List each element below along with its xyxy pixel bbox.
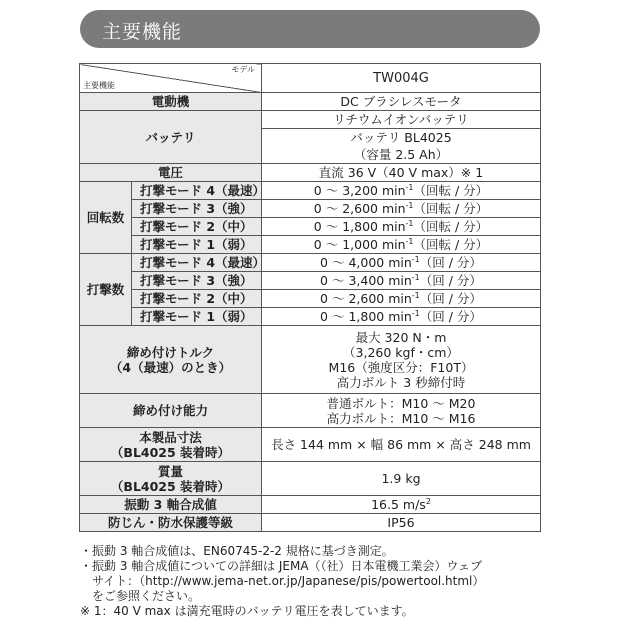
table-row bbox=[80, 93, 541, 111]
mass-value: 1.9 kg bbox=[262, 462, 541, 496]
table-row bbox=[80, 200, 541, 218]
impact-mode-label: 打撃モード 2（中） bbox=[132, 290, 262, 308]
capacity-value: 普通ボルト：M10 ～ M20 高力ボルト：M10 ～ M16 bbox=[262, 394, 541, 428]
rpm-mode-label: 打撃モード 2（中） bbox=[132, 218, 262, 236]
impact-mode-label: 打撃モード 1（弱） bbox=[132, 308, 262, 326]
table-header-row bbox=[80, 64, 541, 93]
impact-value: 0 ～ 2,600 $\min^{-1}$（回 / 分） bbox=[262, 290, 541, 308]
table-row bbox=[80, 514, 541, 532]
table-row bbox=[80, 182, 541, 200]
vibration-value: 16.5 $m/s^2$ bbox=[262, 496, 541, 514]
table-row bbox=[80, 394, 541, 428]
vibration-label: 振動 3 軸合成値 bbox=[80, 496, 262, 514]
table-row bbox=[80, 428, 541, 462]
model-name: TW004G bbox=[262, 64, 541, 93]
table-row bbox=[80, 272, 541, 290]
rpm-value: 0 ～ 1,800 $\min^{-1}$（回転 / 分） bbox=[262, 218, 541, 236]
note-item: ・ 振動 3 軸合成値についての詳細は JEMA（（社）日本電機工業会）ウェブ サイト：（http://www.jema-net.or.jp/Japanese/pis/powertool.html） をご参照ください。 bbox=[80, 559, 485, 603]
section-title: 主要機能 bbox=[102, 21, 183, 43]
dimensions-value: 長さ 144 mm × 幅 86 mm × 高さ 248 mm bbox=[262, 428, 541, 462]
spec-table bbox=[79, 63, 541, 532]
impact-value: 0 ～ 1,800 $\min^{-1}$（回 / 分） bbox=[262, 308, 541, 326]
table-row bbox=[80, 218, 541, 236]
rpm-value: 0 ～ 1,000 $\min^{-1}$（回転 / 分） bbox=[262, 236, 541, 254]
impact-value: 0 ～ 3,400 $\min^{-1}$（回 / 分） bbox=[262, 272, 541, 290]
motor-value: DC ブラシレスモータ bbox=[262, 93, 541, 111]
rpm-mode-label: 打撃モード 3（強） bbox=[132, 200, 262, 218]
table-row bbox=[80, 326, 541, 394]
torque-value: 最大 320 N・m （3,260 kgf・cm） M16（強度区分：F10T） 高力ボルト 3 秒締付時 bbox=[262, 326, 541, 394]
torque-label: 締め付けトルク （4（最速）のとき） bbox=[80, 326, 262, 394]
battery-value-type: リチウムイオンバッテリ bbox=[262, 111, 541, 129]
table-row bbox=[80, 164, 541, 182]
corner-cell bbox=[80, 64, 262, 93]
dimensions-label: 本製品寸法 （BL4025 装着時） bbox=[80, 428, 262, 462]
rpm-mode-label: 打撃モード 1（弱） bbox=[132, 236, 262, 254]
voltage-value: 直流 36 V（40 V max）※ 1 bbox=[262, 164, 541, 182]
section-header bbox=[80, 10, 540, 48]
notes bbox=[80, 544, 560, 619]
bullet-mark: ・ bbox=[80, 544, 93, 558]
battery-label: バッテリ bbox=[80, 111, 262, 164]
impact-mode-label: 打撃モード 4（最速） bbox=[132, 254, 262, 272]
bullet-mark: ・ bbox=[80, 559, 93, 573]
rpm-mode-label: 打撃モード 4（最速） bbox=[132, 182, 262, 200]
table-row bbox=[80, 496, 541, 514]
table-row bbox=[80, 236, 541, 254]
protection-label: 防じん・防水保護等級 bbox=[80, 514, 262, 532]
impact-value: 0 ～ 4,000 $\min^{-1}$（回 / 分） bbox=[262, 254, 541, 272]
motor-label: 電動機 bbox=[80, 93, 262, 111]
table-row bbox=[80, 111, 541, 129]
rpm-label: 回転数 bbox=[80, 182, 132, 254]
rpm-value: 0 ～ 3,200 $\min^{-1}$（回転 / 分） bbox=[262, 182, 541, 200]
impact-mode-label: 打撃モード 3（強） bbox=[132, 272, 262, 290]
table-row bbox=[80, 462, 541, 496]
table-row bbox=[80, 254, 541, 272]
footnote: ※ 1：40 V max は満充電時のバッテリ電圧を表しています。 bbox=[80, 604, 414, 618]
voltage-label: 電圧 bbox=[80, 164, 262, 182]
battery-value-model: バッテリ BL4025 bbox=[262, 129, 541, 147]
rpm-value: 0 ～ 2,600 $\min^{-1}$（回転 / 分） bbox=[262, 200, 541, 218]
capacity-label: 締め付け能力 bbox=[80, 394, 262, 428]
table-row bbox=[80, 290, 541, 308]
battery-value-capacity: （容量 2.5 Ah） bbox=[262, 146, 541, 164]
impact-label: 打撃数 bbox=[80, 254, 132, 326]
corner-model-label: モデル bbox=[231, 65, 255, 74]
mass-label: 質量 （BL4025 装着時） bbox=[80, 462, 262, 496]
protection-value: IP56 bbox=[262, 514, 541, 532]
corner-function-label: 主要機能 bbox=[83, 81, 115, 90]
table-row bbox=[80, 308, 541, 326]
note-item: ・ 振動 3 軸合成値は、EN60745-2-2 規格に基づき測定。 bbox=[80, 544, 394, 558]
